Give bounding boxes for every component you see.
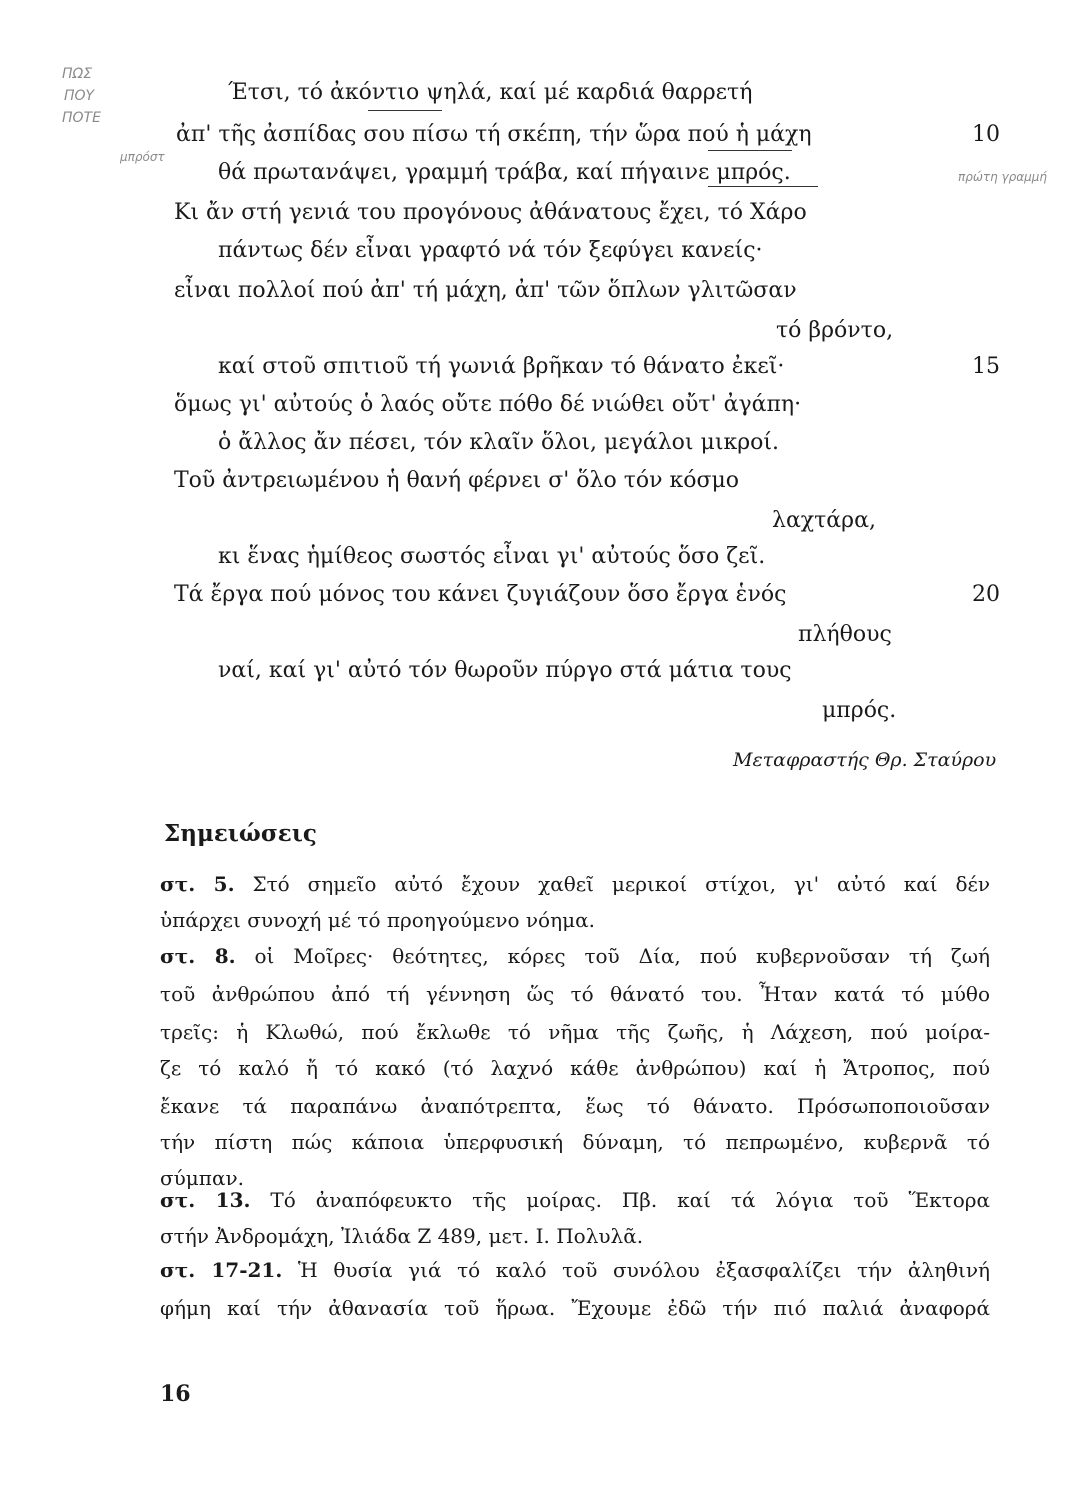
verse-line: πάντως δέν εἶναι γραφτό νά τόν ξεφύγει κανείς· [218, 238, 763, 263]
translator-credit: Μεταφραστής Θρ. Σταύρου [733, 749, 997, 771]
margin-note-pou: ΠΟΥ [64, 88, 95, 104]
verse-line: ὅμως γι' αὐτούς ὁ λαός οὔτε πόθο δέ νιώθει οὔτ' ἀγάπη· [174, 392, 802, 417]
note-text-row [160, 1190, 990, 1210]
note-text: οἱ Μοῖρες· θεότητες, κόρες τοῦ Δία, πού κυβερνοῦσαν τή ζωή [254, 944, 990, 968]
verse-line: Τά ἔργα πού μόνος του κάνει ζυγιάζουν ὅσο ἔργα ἑνός [174, 582, 787, 607]
pen-underline [708, 150, 792, 151]
line-number: 15 [972, 354, 1000, 379]
verse-line: λαχτάρα, [772, 508, 876, 533]
note-text-row [160, 1260, 990, 1280]
verse-line: εἶναι πολλοί πού ἀπ' τή μάχη, ἀπ' τῶν ὅπλων γλιτῶσαν [174, 278, 797, 303]
note-reference: στ. 13. [160, 1188, 251, 1212]
line-number: 20 [972, 582, 1000, 607]
verse-line: κι ἕνας ἡμίθεος σωστός εἶναι γι' αὐτούς ὅσο ζεῖ. [218, 544, 766, 569]
note-text-row [160, 946, 990, 966]
verse-line: Κι ἄν στή γενιά του προγόνους ἀθάνατους ἔχει, τό Χάρο [174, 200, 807, 225]
note-text-row [160, 874, 990, 894]
margin-note-pos: ΠΩΣ [62, 66, 93, 82]
note-text-row: ἔκανε τά παραπάνω ἀναπότρεπτα, ἕως τό θάνατο. Πρόσωποποιοῦσαν [160, 1094, 990, 1118]
verse-line: Έτσι, τό ἀκόντιο ψηλά, καί μέ καρδιά θαρρετή [228, 80, 753, 105]
verse-line: ναί, καί γι' αὐτό τόν θωροῦν πύργο στά μάτια τους [218, 658, 792, 683]
note-reference: στ. 5. [160, 872, 235, 896]
verse-line: Τοῦ ἀντρειωμένου ἡ θανή φέρνει σ' ὅλο τόν κόσμο [174, 468, 740, 493]
verse-line: μπρός. [822, 698, 897, 723]
pen-underline [708, 186, 818, 187]
notes-heading: Σημειώσεις [164, 820, 317, 847]
note-text: Ἡ θυσία γιά τό καλό τοῦ συνόλου ἐξασφαλίζει τήν ἀληθινή [297, 1258, 991, 1282]
margin-note-mprost: μπρόστ [120, 150, 165, 164]
note-reference: στ. 8. [160, 944, 236, 968]
note-text-row: ζε τό καλό ἤ τό κακό (τό λαχνό κάθε ἀνθρώπου) καί ἡ Ἄτροπος, πού [160, 1056, 990, 1080]
margin-note-proti-grammi: πρώτη γραμμή [958, 170, 1048, 184]
note-text-row: τήν πίστη πώς κάποια ὑπερφυσική δύναμη, τό πεπρωμένο, κυβερνᾶ τό [160, 1130, 990, 1154]
note-text-row: φήμη καί τήν ἀθανασία τοῦ ἥρωα. Ἔχουμε ἐδῶ τήν πιό παλιά ἀναφορά [160, 1296, 990, 1320]
note-reference: στ. 17-21. [160, 1258, 283, 1282]
note-text: Τό ἀναπόφευκτο τῆς μοίρας. Πβ. καί τά λόγια τοῦ Ἕκτορα [270, 1188, 991, 1212]
note-text-row: τρεῖς: ἡ Κλωθώ, πού ἔκλωθε τό νῆμα τῆς ζωῆς, ἡ Λάχεση, πού μοίρα- [160, 1020, 990, 1044]
note-text-row: στήν Ἀνδρομάχη, Ἰλιάδα Ζ 489, μετ. Ι. Πολυλᾶ. [160, 1224, 644, 1248]
verse-line: τό βρόντο, [776, 318, 894, 343]
verse-line: ἀπ' τῆς ἀσπίδας σου πίσω τή σκέπη, τήν ὥρα πού ἡ μάχη [176, 122, 812, 147]
note-text-row: τοῦ ἀνθρώπου ἀπό τή γέννηση ὥς τό θάνατό του. Ἦταν κατά τό μύθο [160, 982, 990, 1006]
note-text: Στό σημεῖο αὐτό ἔχουν χαθεῖ μερικοί στίχοι, γι' αὐτό καί δέν [252, 872, 990, 896]
line-number: 10 [972, 122, 1000, 147]
verse-line: πλήθους [798, 622, 892, 647]
pen-underline [368, 110, 442, 111]
verse-line: ὁ ἄλλος ἄν πέσει, τόν κλαῖν ὅλοι, μεγάλοι μικροί. [218, 430, 779, 455]
verse-line: καί στοῦ σπιτιοῦ τή γωνιά βρῆκαν τό θάνατο ἐκεῖ· [218, 354, 785, 379]
verse-line: θά πρωτανάψει, γραμμή τράβα, καί πήγαινε μπρός. [218, 160, 791, 185]
margin-note-pote: ΠΟΤΕ [62, 110, 101, 126]
note-text-row: ὑπάρχει συνοχή μέ τό προηγούμενο νόημα. [160, 908, 595, 932]
note-text-row: σύμπαν. [160, 1166, 244, 1190]
page-number: 16 [160, 1381, 191, 1407]
